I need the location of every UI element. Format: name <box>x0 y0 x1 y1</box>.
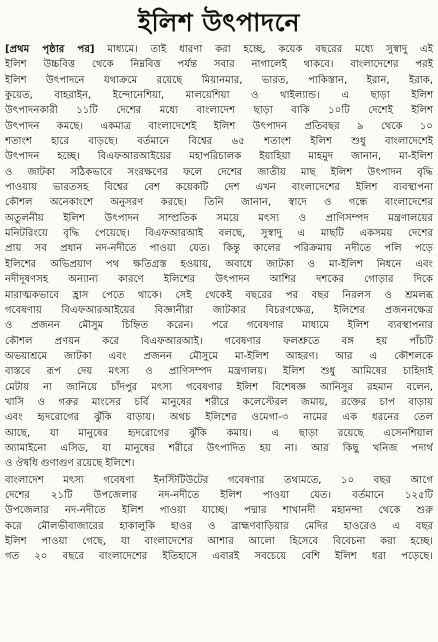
text-line: প্রায় সব প্রধান নদ-নদীতে পাওয়া যেত। কিন্তু কালের পরিক্রমায় নদীতে পলি পড়ে <box>5 243 433 255</box>
text-line: বাস্তবে রূপ দেয় মৎস্য ও প্রাণিসম্পদ মন্ত্রণালয়। ইলিশ শুধু আমিষের চাহিদাই <box>5 366 433 378</box>
text-line: অভয়াশ্রমে জাটকা এবং প্রজনন মৌসুমে মা-ইলিশ আহরণ। আর এ কৌশলকে <box>5 350 433 362</box>
text-line: উপজেলার নদ-নদীতে ইলিশ পাওয়া যাচ্ছে। পদ্মার শাখানদী মহানন্দা থেকে শুরু <box>5 505 433 517</box>
text-line: শতাংশ হারে বাড়ছে। বর্তমানে বিশ্বের ৬৫ শতাংশ ইলিশ শুধু বাংলাদেশেই <box>5 136 433 148</box>
text-line: ও জাটকা সঠিকভাবে সংরক্ষণের ফলে দেশের জাতীয় মাছ ইলিশ উৎপাদন বৃদ্ধি <box>5 166 433 178</box>
text-line: গবেষণায় বিএফআরআইয়ের বিজ্ঞানীরা জাটকার বিচরণক্ষেত্র, ইলিশের প্রজননক্ষেত্র <box>5 304 433 316</box>
text-line: আছে, যা মানুষের হৃদরোগের ঝুঁকি কমায়। এ ছাড়া রয়েছে এসেনশিয়াল <box>5 427 433 439</box>
text-line: কৌশল অনেকাংশে অনুসরণ করছে। তিনি জানান, স্বাদে ও গন্ধে বাংলাদেশের <box>5 197 433 209</box>
text-line: এবং হৃদরোগের ঝুঁকি বাড়ায়। অথচ ইলিশের ওমেগা-৩ নামের এক ধরনের তেল <box>5 412 433 424</box>
text-line: করে মৌলভীবাজারের হাকালুকি হাওর ও ব্রাহ্মণবাড়িয়ার মেদির হাওরেও এ বছর <box>5 520 433 532</box>
text-line: উৎপাদন হচ্ছে। বিএফআরআইয়ের মহাপরিচালক ইয়াহিয়া মাহমুদ জানান, মা-ইলিশ <box>5 151 433 163</box>
text-line: উৎপাদন কমছে। একমাত্র বাংলাদেশেই ইলিশ উৎপাদন প্রতিবছর ৯ থেকে ১০ <box>5 120 433 132</box>
article-page <box>0 6 438 642</box>
text-line: দেশের ২১টি উপজেলার নদ-নদীতে ইলিশ পাওয়া যেত। বর্তমানে ১২৫টি <box>5 489 433 501</box>
text-line: কুয়েত, বাহরাইন, ইন্দোনেশিয়া, মালয়েশিয়া ও থাইল্যান্ড। এ ছাড়া ইলিশ <box>5 90 433 102</box>
continued-from-tag: [প্রথম পৃষ্ঠার পর] <box>5 44 95 55</box>
text-line: ও ঔষধি গুণাগুণ রয়েছে ইলিশে। <box>5 458 135 470</box>
text-line: খাসি ও গরুর মাংসের চর্বি মানুষের শরীরে কলেস্টেরল জমায়, রক্তের চাপ বাড়ায় <box>5 396 433 408</box>
text-line: [প্রথম পৃষ্ঠার পর] মাধ্যমে। তাই ধারণা করা হচ্ছে, কয়েক বছরের মধ্যে সুস্বাদু এই <box>5 44 433 55</box>
text-line: ইলিশ উচ্চবিত্ত থেকে নিম্নবিত্ত পর্যন্ত সবার নাগালেই থাকবে। বাংলাদেশের পরই <box>5 59 433 71</box>
text-line: ও প্রজনন মৌসুম চিহ্নিত করেন। পরে গবেষণার মাধ্যমে ইলিশ ব্যবস্থাপনার <box>5 320 433 332</box>
text-line: গত ২০ বছরে বাংলাদেশের ইতিহাসে এবারই সবচেয়ে বেশি ইলিশ ধরা পড়েছে। <box>5 551 433 563</box>
text-line: মারাত্মকভাবে হ্রাস পেতে থাকে। সেই থেকেই বছরের পর বছর নিরলস ও শ্রমলব্ধ <box>5 289 433 301</box>
article-paragraph-2 <box>5 473 433 565</box>
text-line: মনিটরিংয়ে বৃদ্ধি পেয়েছে। বিএফআরআই বলছে, সুস্বাদু এ মাছটি একসময় দেশের <box>5 228 433 240</box>
article-paragraph-1 <box>5 42 433 472</box>
text-line: অ্যামাইনো এসিড, যা মানুষের শরীরে উৎপাদিত হয় না। আর কিছু খনিজ পদার্থ <box>5 442 433 454</box>
text-line: অতুলনীয় ইলিশ উৎপাদন সাম্প্রতিক সময়ে মৎস্য ও প্রাণিসম্পদ মন্ত্রণালয়ের <box>5 212 433 224</box>
text-line: বাংলাদেশ মৎস্য গবেষণা ইনস্টিটিউটের গবেষণার তথ্যমতে, ১০ বছর আগে <box>5 474 433 486</box>
text-line: নদীদূষণসহ অন্যান্য কারণে ইলিশের উৎপাদন আশির দশকের গোড়ার দিকে <box>5 274 433 286</box>
text-line: ইলিশ পাওয়া গেছে, যা বাংলাদেশের আশার আলো হিসেবে বিবেচনা করা হচ্ছে। <box>5 536 433 547</box>
text-line: পাওয়ায় ভারতসহ বিশ্বের বেশ কয়েকটি দেশ এখন বাংলাদেশের ইলিশ ব্যবস্থাপনা <box>5 182 433 194</box>
text-line: মেটায় না জানিয়ে চাঁদপুর মৎস্য গবেষণার ইলিশ বিশেষজ্ঞ আনিসুর রহমান বলেন, <box>5 381 433 393</box>
text-line: ইলিশের অভিপ্রয়াণ পথ ক্ষতিগ্রস্ত হওয়ায়, অবাধে জাটকা ও মা-ইলিশ নিধনে এবং <box>5 258 433 270</box>
text-line: কৌশল প্রণয়ন করে বিএফআরআই। গবেষণার ফলশ্রুতে বঙ্গ হয় পাঁচটি <box>5 335 433 347</box>
text-line: উৎপাদনকারী ১১টি দেশের মধ্যে বাংলাদেশ ছাড়া বাকি ১০টি দেশেই ইলিশ <box>5 105 433 117</box>
article-headline: ইলিশ উৎপাদনে <box>138 8 300 37</box>
text-line: ইলিশ উৎপাদনে যথাক্রমে রয়েছে মিয়ানমার, ভারত, পাকিস্তান, ইরান, ইরাক, <box>5 74 433 86</box>
